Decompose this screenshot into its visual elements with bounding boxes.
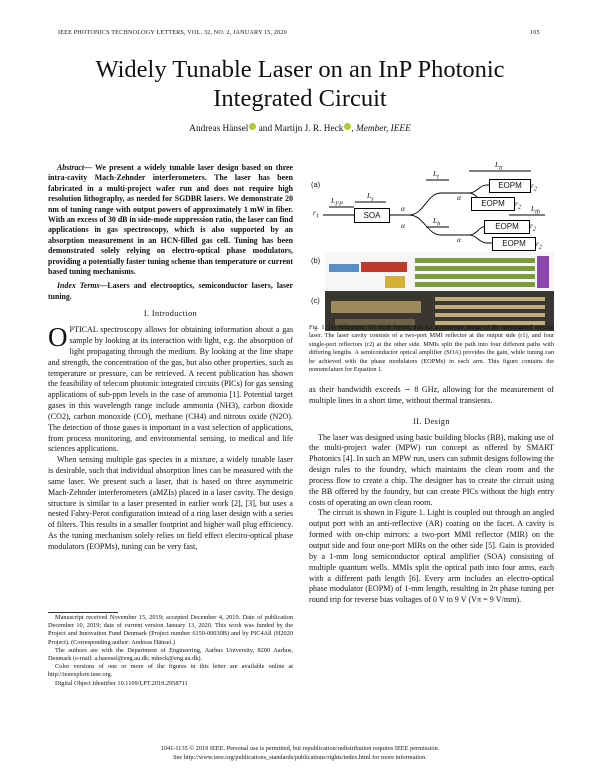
abstract bbox=[48, 163, 293, 277]
r2-symbol-3: r bbox=[530, 221, 533, 230]
drop-cap: O bbox=[48, 322, 68, 353]
r1-label bbox=[313, 208, 319, 220]
r2-label-2 bbox=[515, 199, 521, 211]
index-terms-label: Index Terms bbox=[57, 281, 100, 291]
footnote-rule bbox=[48, 612, 118, 613]
figure-1 bbox=[309, 160, 554, 323]
index-terms-text: —Lasers and electrooptics, semiconductor lasers, laser tuning. bbox=[48, 281, 293, 301]
abstract-label: Abstract bbox=[57, 163, 85, 172]
r2-symbol-4: r bbox=[536, 239, 539, 248]
panel-c-label: (c) bbox=[311, 296, 320, 305]
footnote-manuscript: Manuscript received November 15, 2019; accepted December 4, 2019. Date of publication December 10, 2019; date of current version January 13, 2020. This work was funded by the Project and Innovation Fund Denmark (Project number 6150-00030B) and by PIC4All (H2020 Project). (Corresponding author: Andreas Hänsel.) bbox=[48, 614, 293, 646]
intro-paragraph-1-text: PTICAL spectroscopy allows for obtaining information about a gas sample by looking at its interaction with light, e.g. the absorption of light propagating through the medium. By looking at the line shape and strength, the concentration of the gas, but also other properties, such as temperature or pressure, can be retrieved. A recent publication has shown the feasibility of telecom photonic integrated circuits (PICs) for gas sensing applications of sub-ppm levels in the case of ammonia [1]. Potential target gases in this wavelength range include ammonia (NH3), carbon dioxide (CO2), carbon monoxide (CO), methane (CH4) and nitrous oxide (N2O). The detection of those gases is important in a vast selection of applications, from process monitoring, and environmental sensing, to medical and life sciences applications. bbox=[48, 325, 293, 454]
page-number: 105 bbox=[530, 29, 540, 36]
ltt-symbol: L bbox=[495, 160, 500, 169]
running-header: IEEE PHOTONICS TECHNOLOGY LETTERS, VOL. 32, NO. 2, JANUARY 15, 2020 bbox=[58, 29, 287, 36]
alpha-label-3: α bbox=[457, 193, 461, 202]
figure-1b-mask-layout bbox=[325, 252, 554, 290]
author-separator: , bbox=[351, 124, 357, 134]
r2-sub-2: 2 bbox=[517, 203, 522, 211]
lb-sub: b bbox=[437, 220, 441, 228]
copyright-notice bbox=[0, 745, 600, 762]
author-1: Andreas Hänsel bbox=[189, 124, 249, 134]
index-terms bbox=[48, 281, 293, 302]
alpha-label-2: α bbox=[401, 221, 405, 230]
intro-paragraph-2: When sensing multiple gas species in a mixture, a widely tunable laser is desirable, such that individual absorption lines can be measured with the same laser. We present such a laser, that is based on three asymmetric Mach-Zehnder interferometers (aMZIs) placed in a laser cavity. The design structure is similar to a laser presented in earlier work [2], [3], but uses a nested Fabry-Perot configuration instead of a ring laser design with a series of filters. This results in a smaller footprint and higher wall plug efficiency. As the tuning mechanism solely relies on field effect electro-optical phase modulators (EOPMs), tuning can be very fast, bbox=[48, 455, 293, 551]
author-line bbox=[0, 123, 600, 134]
lt-symbol: L bbox=[433, 169, 438, 178]
ltb-label bbox=[531, 204, 540, 216]
copyright-line-1: 1041-1135 © 2019 IEEE. Personal use is permitted, but republication/redistribution requires IEEE permission. bbox=[160, 745, 440, 752]
design-paragraph-1: The laser was designed using basic building blocks (BB), making use of the multi-project wafer (MPW) run concept as offered by SMART Photonics [4]. In such an MPW run, users can submit designs following the design rules to the foundry, which maintains the clean room and the process flow to create a chip. The designer has to create the circuit using the BB offered by the foundry, but can create PICs without the high entry costs of operating an own clean room. bbox=[309, 432, 554, 507]
ls-symbol: L bbox=[367, 191, 372, 200]
author-role: Member, IEEE bbox=[356, 124, 411, 134]
lt-sub: t bbox=[437, 173, 439, 181]
r1-symbol: r bbox=[313, 208, 316, 217]
r2-label-3 bbox=[530, 221, 536, 233]
ls-label bbox=[367, 191, 374, 203]
ltt-label bbox=[495, 160, 503, 172]
section-heading-design: II. Design bbox=[413, 416, 450, 426]
r2-symbol-2: r bbox=[515, 199, 518, 208]
lfp-symbol: L bbox=[331, 196, 336, 205]
ltb-sub: tb bbox=[535, 208, 541, 216]
eopm-box-3: EOPM bbox=[484, 220, 530, 234]
lb-label bbox=[433, 216, 440, 228]
eopm-box-1: EOPM bbox=[489, 179, 531, 193]
ls-sub: s bbox=[371, 195, 374, 203]
right-continuation: as their bandwidth exceeds ∼ 8 GHz, allowing for the measurement of multiple lines in a short time, without thermal transients. bbox=[309, 385, 554, 405]
design-paragraph-2: The circuit is shown in Figure 1. Light is coupled out through an angled output port with an anti-reflective (AR) coating on the facet. A cavity is formed with on-chip mirrors: a two-port MMI reflector (MIR) on the output side and four one-port MIRs on the other side [5]. Gain is provided by a 1-mm long semiconductor optical amplifier (SOA) consisting of multiple quantum wells. MMIs split the optical path into four arms, each with a different path length [6]. Every arm includes an electro-optical phase modulator (EOPM) of 1-mm length, resulting in 2π phase tuning per round trip for reverse bias voltages of 0 V to 9 V (Vπ = 9 V/mm). bbox=[309, 508, 554, 605]
abstract-text: — We present a widely tunable laser design based on three intra-cavity Mach-Zehnder interferometers. The laser has been fabricated in a multi-project wafer run and does not require high resolution lithography, as needed for SGDBR lasers. We demonstrate 20 nm of tuning range with output powers of approximately 1 mW in fiber. With an excess of 30 dB in side-mode suppression ratio, the laser can find applications in gas spectroscopy, which is also supported by an absorption measurement in an HCN-filled gas cell. Tuning has been demonstrated solely relying on electro-optical phase modulators, providing a potentially faster tuning scheme than temperature or current based tuning mechanisms. bbox=[48, 163, 293, 277]
footnotes bbox=[48, 614, 293, 688]
r1-sub: 1 bbox=[315, 212, 320, 220]
section-heading-introduction: I. Introduction bbox=[143, 309, 198, 319]
footnote-affiliation: The authors are with the Department of Engineering, Aarhus University, 8200 Aarhus, Denmark (e-mail: a.haensel@eng.au.dk; mheck@eng.au.dk). bbox=[48, 646, 293, 663]
author-2: and Martijn J. R. Heck bbox=[256, 124, 344, 134]
left-column bbox=[48, 163, 293, 553]
intro-paragraph-1 bbox=[48, 322, 293, 455]
title-line-1: Widely Tunable Laser on an InP Photonic bbox=[95, 56, 505, 83]
soa-box: SOA bbox=[354, 208, 390, 223]
r2-label-4 bbox=[536, 239, 542, 251]
lb-symbol: L bbox=[433, 216, 438, 225]
r2-sub-1: 2 bbox=[533, 185, 538, 193]
panel-a-label: (a) bbox=[311, 180, 321, 189]
r2-symbol-1: r bbox=[531, 181, 534, 190]
r2-sub-4: 2 bbox=[538, 243, 543, 251]
footnote-color: Color versions of one or more of the figures in this letter are available online at http://ieeexplore.ieee.org. bbox=[48, 663, 293, 679]
right-column bbox=[309, 385, 554, 606]
alpha-label-1: α bbox=[401, 204, 405, 213]
eopm-box-2: EOPM bbox=[471, 197, 515, 211]
footnote-doi: Digital Object Identifier 10.1109/LPT.2019.2958711 bbox=[55, 679, 188, 687]
figure-1-caption: Fig. 1. (a) Schematic, (b) mask layout, and (c) microscope image of the investigated on-chip laser. The laser cavity consists of a two-port MMI reflector at the output side (r1), and four single-port reflectors (r2) at the other side. MMIs split the path into four different paths with differing lengths. A semiconductor optical amplifier (SOA) provides the gain, while tuning can be achieved with the phase modulators (EOPMs) in each arm. This figure contains the nomenclature for Equation 1. bbox=[309, 324, 554, 374]
r2-label-1 bbox=[531, 181, 537, 193]
lfp-sub: FP bbox=[335, 200, 343, 208]
r2-sub-3: 2 bbox=[532, 225, 537, 233]
ltt-sub: tt bbox=[499, 164, 503, 172]
lt-label bbox=[433, 169, 439, 181]
paper-title bbox=[0, 55, 600, 113]
copyright-line-2: See http://www.ieee.org/publications_standards/publications/rights/index.html for more information. bbox=[173, 753, 427, 761]
eopm-box-4: EOPM bbox=[492, 237, 536, 251]
panel-b-label: (b) bbox=[311, 256, 321, 265]
alpha-label-4: α bbox=[457, 235, 461, 244]
title-line-2: Integrated Circuit bbox=[213, 85, 387, 112]
ltb-symbol: L bbox=[531, 204, 536, 213]
lfp-label bbox=[331, 196, 343, 208]
